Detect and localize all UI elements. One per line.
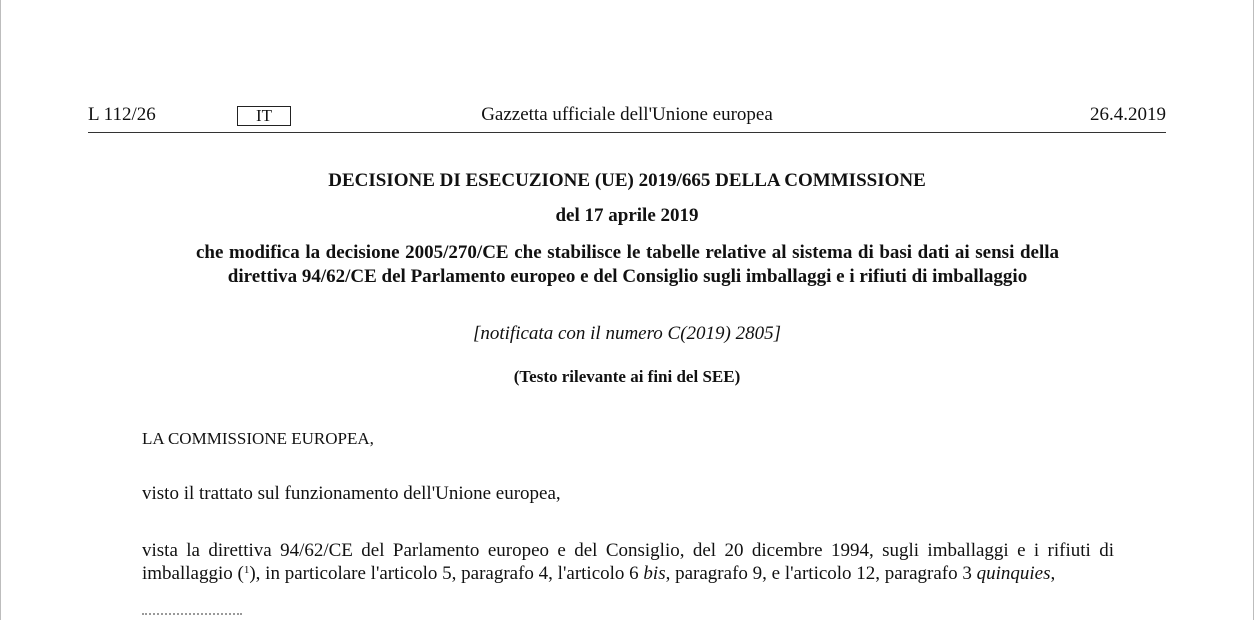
recital-quinquies: quinquies (976, 563, 1051, 584)
document-title: DECISIONE DI ESECUZIONE (UE) 2019/665 DELLA COMMISSIONE (328, 170, 926, 191)
language-box: IT (237, 106, 291, 126)
institution-line: LA COMMISSIONE EUROPEA, (142, 429, 374, 448)
recital-text-b: ), in particolare l'articolo 5, paragrafo 4, l'articolo 6 (249, 563, 644, 584)
recital-text-d: , (1050, 563, 1056, 584)
recital-treaty: visto il trattato sul funzionamento dell'Unione europea, (142, 483, 561, 504)
page-edge-left (0, 0, 1, 620)
journal-header (88, 104, 1166, 128)
publication-date: 26.4.2019 (1090, 104, 1166, 125)
journal-title: Gazzetta ufficiale dell'Unione europea (481, 104, 773, 125)
next-line-partial (142, 613, 272, 623)
recital-text-c: , paragrafo 9, e l'articolo 12, paragrafo 3 (665, 563, 977, 584)
recital-directive (142, 539, 1114, 585)
footnote-ref[interactable]: 1 (243, 564, 250, 576)
header-rule (88, 132, 1166, 133)
eea-relevance: (Testo rilevante ai fini del SEE) (513, 367, 741, 386)
recital-text-a: vista la direttiva 94/62/CE del Parlamento europeo e del Consiglio, del 20 dicembre 1994, sugli imballaggi e i rifiuti di imballaggio ( (142, 540, 1114, 584)
document-subject: che modifica la decisione 2005/270/CE che stabilisce le tabelle relative al sistema di basi dati ai sensi della direttiva 94/62/CE del Parlamento europeo e del Consiglio sugli imballaggi e i rifiuti di imballaggio (196, 242, 1059, 287)
document-date: del 17 aprile 2019 (555, 205, 699, 226)
notification-number: [notificata con il numero C(2019) 2805] (472, 323, 782, 344)
recital-bis: bis (643, 563, 666, 584)
journal-reference: L 112/26 (88, 104, 156, 125)
